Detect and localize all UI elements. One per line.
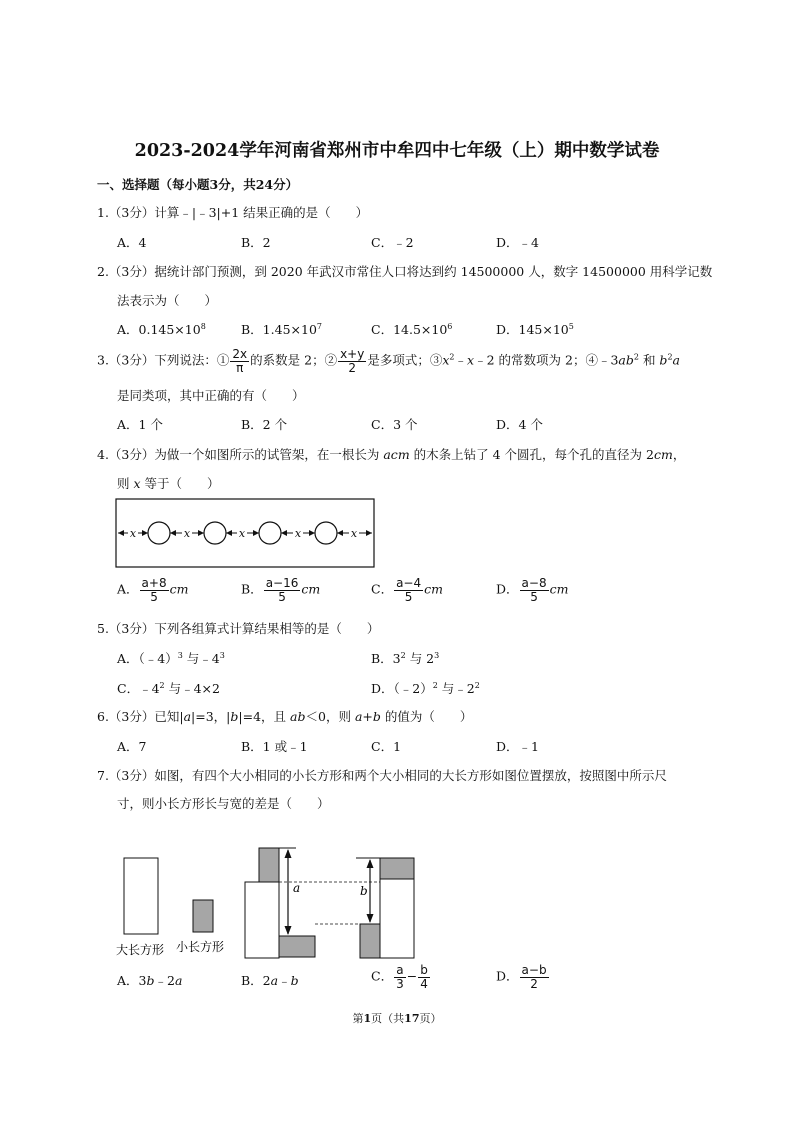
question-7-line-2: 寸，则小长方形长与宽的差是（ ） bbox=[117, 796, 330, 811]
q6-option-b: B．1 或﹣1 bbox=[241, 739, 308, 754]
dimension-b-label: b bbox=[360, 884, 368, 898]
q4-option-c: C． $\frac{a-4}{5}$ cm bbox=[371, 576, 443, 604]
question-3-line-2: 是同类项，其中正确的有（ ） bbox=[117, 388, 305, 403]
q4-option-d: D． $\frac{a-8}{5}$ cm bbox=[496, 576, 569, 604]
question-3-line-1: 3.（3分）下列说法：① $\frac{2x}{\pi}$ 的系数是 2；② $\frac{x+y}{2}$ 是多项式；$③x^2﹣x﹣2$ 的常数项为 2；$④﹣3ab^2$ 和 $b^2a$ bbox=[97, 347, 680, 375]
question-2-line-1: 2.（3分）据统计部门预测，到 2020 年武汉市常住人口将达到约 14500000 人，数字 14500000 用科学记数 bbox=[97, 264, 713, 279]
q3-option-b: B．2 个 bbox=[241, 417, 288, 432]
q2-option-c: C．$14.5\times 10^6$ bbox=[371, 321, 453, 337]
q7-option-b: B．2a﹣b bbox=[241, 973, 299, 988]
small-rectangle bbox=[193, 900, 213, 932]
q5-option-d: D．（﹣2）$^2$ 与$﹣2^2$ bbox=[371, 680, 480, 696]
hole-1 bbox=[148, 522, 170, 544]
gap-label-2: x bbox=[183, 527, 191, 540]
big-rectangle-label: 大长方形 bbox=[116, 943, 165, 957]
page-footer: 第1页（共17页） bbox=[352, 1012, 442, 1025]
hole-3 bbox=[259, 522, 281, 544]
q5-option-b: B．$3^2$ 与 $2^3$ bbox=[371, 650, 440, 666]
q7-option-d: D． $\frac{a-b}{2}$ bbox=[496, 963, 547, 991]
question-7-line-1: 7.（3分）如图，有四个大小相同的小长方形和两个大小相同的大长方形如图位置摆放，按照图中所示尺 bbox=[97, 768, 667, 783]
q6-option-a: A．7 bbox=[117, 739, 147, 754]
gap-label-5: x bbox=[350, 527, 358, 540]
q2-option-a: A．$0.145\times 10^8$ bbox=[117, 321, 206, 337]
q4-option-b: B． $\frac{a-16}{5}$ cm bbox=[241, 576, 321, 604]
big-rectangle bbox=[124, 858, 158, 934]
q7-option-a: A．3b﹣2a bbox=[117, 973, 183, 988]
test-tube-rack-figure bbox=[110, 496, 380, 572]
gap-label-3: x bbox=[238, 527, 246, 540]
q3-option-d: D．4 个 bbox=[496, 417, 543, 432]
page-title: 2023-2024学年河南省郑州市中牟四中七年级（上）期中数学试卷 bbox=[134, 141, 660, 161]
question-2-line-2: 法表示为（ ） bbox=[117, 293, 218, 308]
q3-option-a: A．1 个 bbox=[117, 417, 163, 432]
q6-option-c: C．1 bbox=[371, 739, 402, 754]
q5-option-c: C．$﹣4^2$ 与﹣4×2 bbox=[117, 680, 220, 696]
question-6-stem: 6.（3分）已知|a|=3，|b|=4，且 ab＜0，则 a+b 的值为（ ） bbox=[97, 709, 473, 724]
section-heading: 一、选择题（每小题3分，共24分） bbox=[97, 177, 299, 192]
q5-option-a: A．（﹣4）$^3$ 与$﹣4^3$ bbox=[117, 650, 225, 666]
q2-option-b: B．$1.45\times 10^7$ bbox=[241, 321, 322, 337]
hole-2 bbox=[204, 522, 226, 544]
q1-option-c: C．﹣2 bbox=[371, 235, 414, 250]
question-4-line-1: 4.（3分）为做一个如图所示的试管架，在一根长为 acm 的木条上钻了 4 个圆孔，每个孔的直径为 2cm， bbox=[97, 447, 686, 462]
q6-option-d: D．﹣1 bbox=[496, 739, 539, 754]
q7-option-c: C． $\frac{a}{3}$ − $\frac{b}{4}$ bbox=[371, 963, 428, 991]
rectangles-figure bbox=[110, 840, 430, 962]
fraction-2x-over-pi: $\frac{2x}{\pi}$ bbox=[232, 347, 248, 375]
q3-option-c: C．3 个 bbox=[371, 417, 418, 432]
gap-label-4: x bbox=[294, 527, 302, 540]
q4-option-a: A． $\frac{a+8}{5}$ cm bbox=[117, 576, 189, 604]
q1-option-a: A．4 bbox=[117, 235, 147, 250]
small-rectangle-label: 小长方形 bbox=[176, 940, 225, 954]
q1-option-d: D．﹣4 bbox=[496, 235, 539, 250]
fraction-x-plus-y-over-2: $\frac{x+y}{2}$ bbox=[340, 347, 365, 375]
hole-4 bbox=[315, 522, 337, 544]
question-4-line-2: 则 x 等于（ ） bbox=[117, 476, 220, 491]
question-5-stem: 5.（3分）下列各组算式计算结果相等的是（ ） bbox=[97, 621, 380, 636]
dimension-a-label: a bbox=[293, 881, 301, 895]
question-1-stem: 1.（3分）计算﹣|﹣3|+1 结果正确的是（ ） bbox=[97, 205, 369, 220]
q1-option-b: B．2 bbox=[241, 235, 271, 250]
gap-label-1: x bbox=[129, 527, 137, 540]
q2-option-d: D．$145\times 10^5$ bbox=[496, 321, 574, 337]
arrangement-b bbox=[356, 858, 414, 958]
